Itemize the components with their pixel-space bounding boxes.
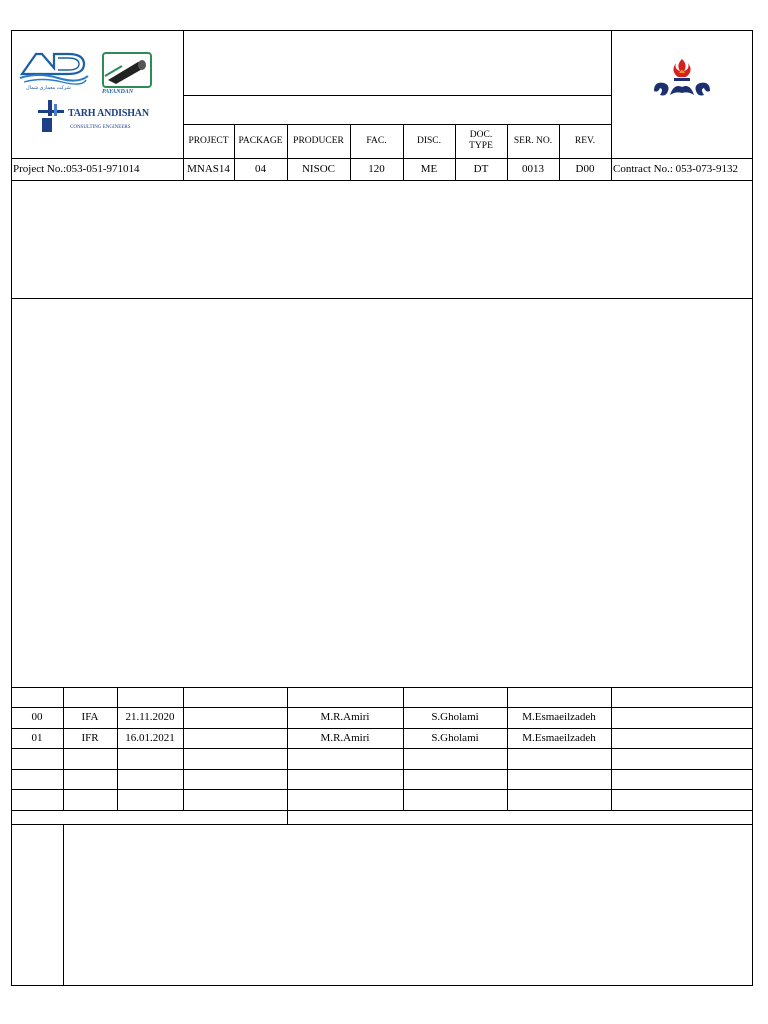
rev-checked-by: S.Gholami <box>431 731 479 744</box>
rev-checked-by: S.Gholami <box>431 711 479 723</box>
project-code: MNAS14 <box>187 162 230 175</box>
rev-table-top <box>11 687 753 688</box>
tarh-andishan-sub: CONSULTING ENGINEERS <box>70 125 131 130</box>
contract-number: Contract No.: 053-073-9132 <box>613 162 738 175</box>
serno-code: 0013 <box>522 162 544 175</box>
rev-date: 16.01.2021 <box>125 731 175 744</box>
rev-number: 01 <box>31 731 43 744</box>
col-producer-label: PRODUCER <box>293 135 344 146</box>
col-doctype-label: DOC. TYPE <box>469 130 493 151</box>
rev-col-line <box>117 687 118 810</box>
rev-col-line <box>507 687 508 810</box>
rev-col-line <box>611 687 612 810</box>
rev-prepared-by: M.R.Amiri <box>320 711 370 723</box>
rev-col-line <box>403 687 404 810</box>
rev-number: 00 <box>31 711 43 723</box>
col-rev-label: REV. <box>574 135 596 146</box>
rev-status: IFR <box>81 731 99 744</box>
rev-row-line <box>11 810 753 811</box>
col-package-label: PACKAGE <box>238 135 283 146</box>
payandan-logo <box>102 52 152 93</box>
package-code: 04 <box>255 162 266 175</box>
nioc-logo <box>650 57 714 104</box>
col-disc-label: DISC. <box>416 135 442 146</box>
tarh-andishan-logo <box>38 100 66 139</box>
tarh-andishan-name: TARH ANDISHAN <box>68 108 149 119</box>
header-bottom-line <box>11 180 753 181</box>
rev-row-line <box>11 789 753 790</box>
section-divider-1 <box>11 298 753 299</box>
header-title-line <box>183 95 611 96</box>
rev-table-bottom <box>11 824 753 825</box>
payandan-name: PAYANDAN <box>102 89 134 95</box>
doctype-code: DT <box>473 162 489 175</box>
disc-code: ME <box>420 162 438 175</box>
col-serno-label: SER. NO. <box>513 135 553 146</box>
rev-col-line <box>63 687 64 810</box>
rev-status: IFA <box>81 711 99 723</box>
col-fac-label: FAC. <box>366 135 387 146</box>
rev-date: 21.11.2020 <box>125 711 175 723</box>
nd-logo-caption: شرکت معماری شمال <box>26 86 71 91</box>
producer-code: NISOC <box>301 162 335 175</box>
fac-code: 120 <box>368 162 385 175</box>
col-project-label: PROJECT <box>188 135 229 146</box>
rev-prepared-by: M.R.Amiri <box>320 731 370 744</box>
project-number: Project No.:053-051-971014 <box>13 162 140 175</box>
rev-row-line <box>11 769 753 770</box>
rev-approved-by: M.Esmaeilzadeh <box>522 711 596 723</box>
rev-approved-by: M.Esmaeilzadeh <box>522 731 596 744</box>
rev-col-line <box>183 687 184 810</box>
notes-margin-line <box>63 824 64 986</box>
rev-code: D00 <box>575 162 595 175</box>
rev-row-line <box>11 748 753 749</box>
